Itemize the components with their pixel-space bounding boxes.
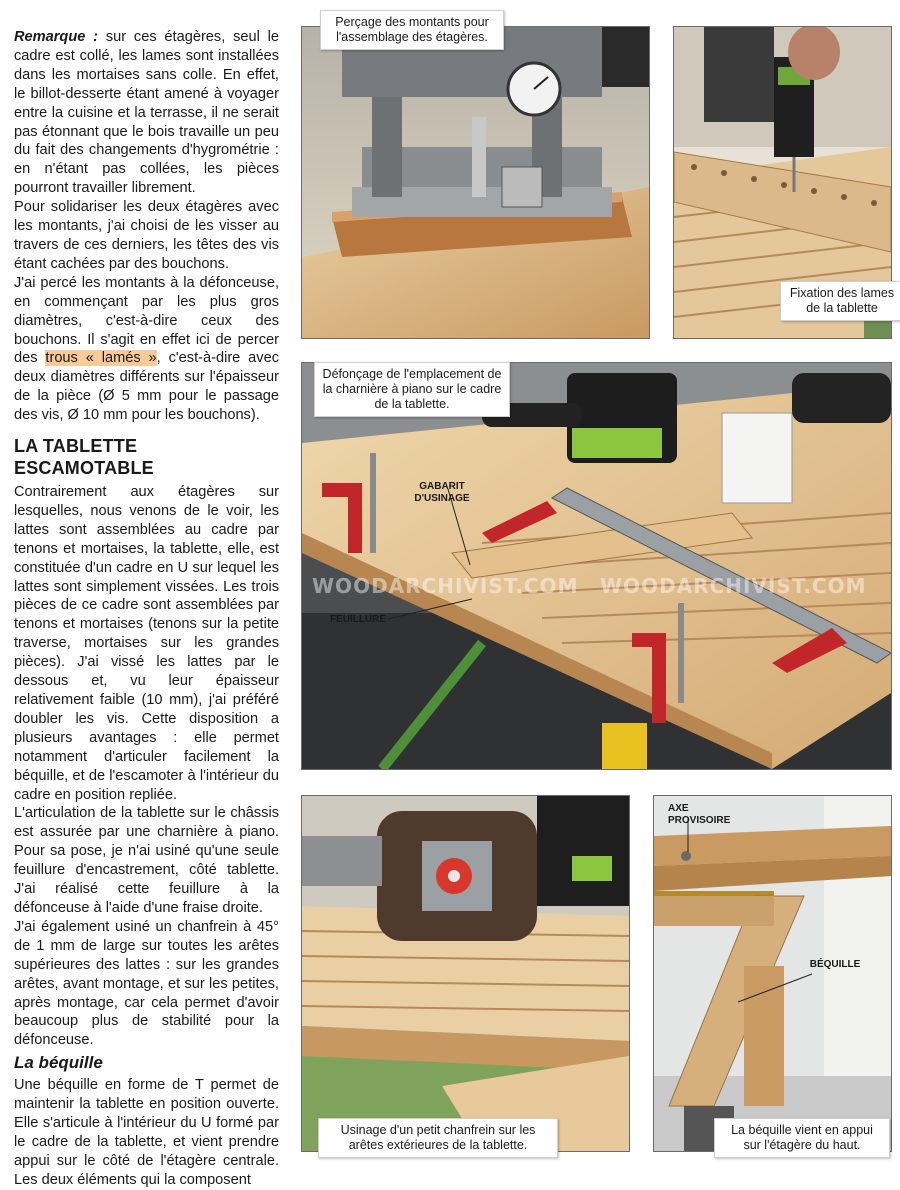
photo-crutch-support	[653, 795, 892, 1152]
paragraph-3-before: J'ai percé les montants à la défonceuse, en commençant par les plus gros diamètres, c'est-à-dire ceux des bouchons. Il s'agit en effet ici de percer des	[14, 274, 279, 367]
caption-photo4: Usinage d'un petit chanfrein sur les arêtes extérieures de la tablette.	[318, 1118, 558, 1158]
subheading-bequille: La béquille	[14, 1053, 103, 1073]
caption-photo1: Perçage des montants pour l'assemblage des étagères.	[320, 10, 504, 50]
photo-piano-hinge-rebate	[301, 362, 892, 770]
note-lead: Remarque :	[14, 29, 99, 45]
piano-hinge-rebate-illustration	[302, 363, 891, 769]
label-bequille: BÉQUILLE	[809, 959, 861, 970]
caption-photo5: La béquille vient en appui sur l'étagère du haut.	[714, 1118, 890, 1158]
chamfer-routing-illustration	[302, 796, 629, 1151]
highlighted-term: trous « lamés »	[45, 350, 157, 367]
article-text-column	[14, 28, 279, 1190]
paragraph-5: L'articulation de la tablette sur le châssis est assurée par une charnière à piano. Pour sa pose, je n'ai usiné qu'une seule feuillure d'encastrement, côté tablette. J'ai réalisé cette feuillure à la défonceuse à l'aide d'une fraise droite.	[14, 805, 279, 916]
crutch-support-illustration	[654, 796, 891, 1151]
label-feuillure: FEUILLURE	[329, 614, 387, 625]
paragraph-3	[14, 274, 279, 425]
label-gabarit: GABARIT D'USINAGE	[414, 481, 470, 504]
watermark-right: WOODARCHIVIST.COM	[600, 574, 867, 598]
note-paragraph	[14, 28, 279, 198]
paragraph-2: Pour solidariser les deux étagères avec les montants, j'ai choisi de les visser au travers de ces derniers, les têtes des vis étant cachées par des bouchons.	[14, 199, 279, 272]
router-drilling-illustration	[302, 27, 649, 338]
label-axe: AXE PROVISOIRE	[668, 803, 731, 826]
paragraph-4: Contrairement aux étagères sur lesquelles, nous venons de le voir, les lattes sont assemblées au cadre par tenons et mortaises, la tablette, elle, est constituée d'un cadre en U sur lequel les lattes sont simplement vissées. Les trois pièces de ce cadre sont assemblées par tenons et mortaises (tenons sur la petite traverse, mortaises sur les grandes pièces). J'ai vissé les lattes par le dessous et, vu leur épaisseur relativement faible (10 mm), j'ai préféré doubler les vis. Cette disposition a plusieurs avantages : elle permet notamment d'articuler facilement la béquille, et de l'escamoter à l'intérieur du cadre en position repliée.	[14, 484, 279, 803]
photo-chamfer-routing	[301, 795, 630, 1152]
photo-router-drilling	[301, 26, 650, 339]
note-text: sur ces étagères, seul le cadre est collé, les lames sont installées dans les mortaises sans colle. En effet, le billot-desserte étant amené à voyager entre la cuisine et la terrasse, il ne serait pas étonnant que le bois travaille un peu du fait des changements d'hygrométrie : en n'étant pas collées, les pièces pourront travailler librement.	[14, 29, 280, 197]
paragraph-7: Une béquille en forme de T permet de maintenir la tablette en position ouverte. Elle s'articule à l'intérieur du U formé par le cadre de la tablette, et vient prendre appui sur le côté de l'étagère centrale. Les deux éléments qui la composent	[14, 1077, 279, 1188]
paragraph-6: J'ai également usiné un chanfrein à 45° de 1 mm de large sur toutes les arêtes supérieures des lattes : sur les grandes arêtes, avant montage, et sur les petites, après montage, car cela permet d'avoir beaucoup plus de stabilité pour la défonceuse.	[14, 918, 279, 1049]
caption-photo3: Défonçage de l'emplacement de la charnière à piano sur le cadre de la tablette.	[314, 362, 510, 417]
section-heading	[14, 435, 279, 479]
watermark-left: WOODARCHIVIST.COM	[312, 574, 579, 598]
paragraph-3-after: , c'est-à-dire avec deux diamètres différents sur l'épaisseur de la pièce (Ø 5 mm pour le passage des vis, Ø 10 mm pour les bouchons).	[14, 350, 279, 424]
section-heading-line2: ESCAMOTABLE	[14, 458, 154, 479]
section-heading-line1: LA TABLETTE	[14, 436, 138, 457]
caption-photo2: Fixation des lames de la tablette	[780, 281, 900, 321]
